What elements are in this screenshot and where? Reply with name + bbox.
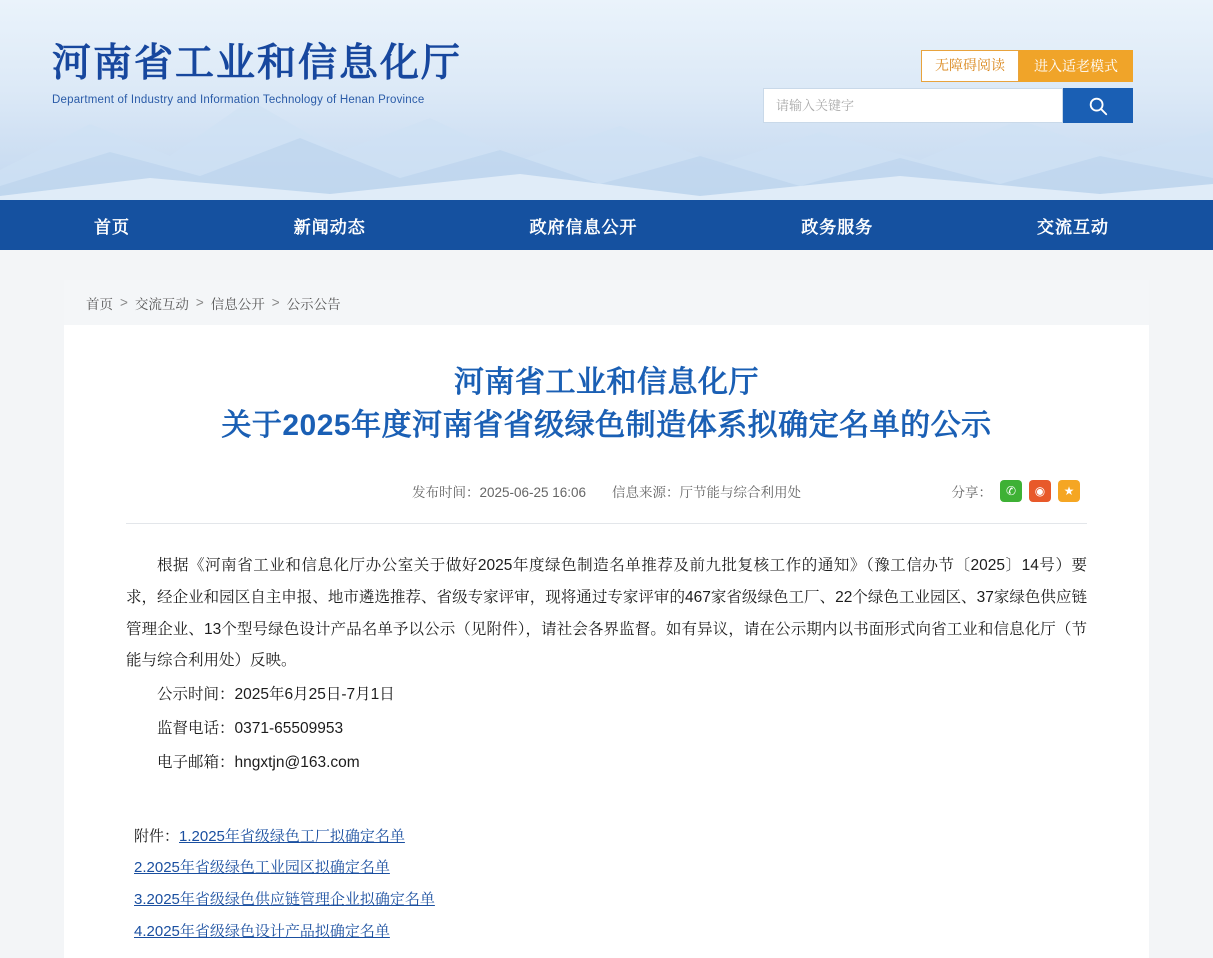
- main-navigation: [0, 200, 1213, 250]
- article-paragraph-period: 公示时间：2025年6月25日-7月1日: [157, 686, 395, 704]
- favorite-share-icon[interactable]: ★: [1058, 480, 1080, 502]
- attachment-link-2[interactable]: 2.2025年省级绿色工业园区拟确定名单: [134, 859, 390, 877]
- page-title-line1: 河南省工业和信息化厅: [454, 366, 759, 399]
- share-bar: [952, 480, 1088, 502]
- page-title-line2: 关于2025年度河南省省级绿色制造体系拟确定名单的公示: [221, 408, 992, 442]
- nav-item-interaction[interactable]: 交流互动: [1037, 217, 1109, 237]
- site-logo-en: Department of Industry and Information Technology of Henan Province: [52, 93, 425, 106]
- article: [64, 326, 1149, 958]
- breadcrumb-item-home[interactable]: 首页: [86, 296, 113, 312]
- breadcrumb-item-interaction[interactable]: 交流互动: [134, 296, 189, 312]
- breadcrumb-item-announcements[interactable]: 公示公告: [286, 296, 341, 312]
- content-container: [64, 280, 1149, 958]
- attachment-row-1: [134, 821, 1087, 853]
- info-source: [612, 481, 801, 501]
- nav-item-home[interactable]: 首页: [94, 217, 130, 237]
- breadcrumb-separator: >: [271, 295, 280, 310]
- article-paragraph-main: 根据《河南省工业和信息化厅办公室关于做好2025年度绿色制造名单推荐及前九批复核工作的通知》（豫工信办节〔2025〕14号）要求，经企业和园区自主申报、地市遴选推荐、省级专家评审，现将通过专家评审的467家省级绿色工厂、22个绿色工业园区、37家绿色供应链管理企业、13个型号绿色设计产品名单予以公示（见附件），请社会各界监督。如有异议，请在公示期内以书面形式向省工业和信息化厅（节能与综合利用处）反映。: [126, 557, 1087, 670]
- accessibility-button[interactable]: 无障碍阅读: [921, 50, 1019, 82]
- page-title: [126, 362, 1087, 447]
- elder-mode-button[interactable]: 进入适老模式: [1019, 50, 1133, 82]
- article-paragraph-phone: 监督电话：0371-65509953: [157, 720, 344, 738]
- attachment-link-4[interactable]: 4.2025年省级绿色设计产品拟确定名单: [134, 922, 390, 940]
- site-logo[interactable]: [52, 42, 462, 106]
- publish-time-value: 2025-06-25 16:06: [479, 485, 587, 501]
- attachment-row-3: [134, 884, 1087, 916]
- share-label: 分享：: [951, 485, 992, 501]
- breadcrumb-separator: >: [120, 295, 128, 310]
- page-body: [0, 250, 1213, 958]
- attachment-lead-label: 附件：: [134, 827, 180, 845]
- header-buttons: [921, 50, 1133, 82]
- breadcrumb-item-info-disclosure[interactable]: 信息公开: [210, 296, 265, 312]
- article-divider: [126, 523, 1087, 524]
- publish-time: [412, 481, 586, 501]
- attachment-row-2: [134, 852, 1087, 884]
- site-logo-cn: 河南省工业和信息化厅: [52, 42, 463, 85]
- article-body: [126, 550, 1087, 778]
- info-source-value: 厅节能与综合利用处: [679, 485, 802, 501]
- breadcrumb-separator: >: [195, 295, 204, 310]
- search-icon: [1087, 95, 1109, 117]
- publish-time-label: 发布时间：: [411, 485, 480, 501]
- search-button[interactable]: [1063, 88, 1133, 123]
- search-box: [763, 88, 1133, 123]
- breadcrumb: [64, 280, 1149, 326]
- attachment-link-3[interactable]: 3.2025年省级绿色供应链管理企业拟确定名单: [134, 891, 435, 909]
- nav-item-news[interactable]: 新闻动态: [293, 217, 366, 237]
- article-meta: [126, 481, 1087, 501]
- attachment-row-4: [134, 916, 1087, 948]
- info-source-label: 信息来源：: [612, 485, 680, 501]
- nav-item-services[interactable]: 政务服务: [801, 217, 874, 237]
- nav-item-government-info[interactable]: 政府信息公开: [529, 217, 638, 237]
- wechat-share-icon[interactable]: ✆: [1000, 480, 1022, 502]
- attachment-link-1[interactable]: 1.2025年省级绿色工厂拟确定名单: [179, 827, 405, 845]
- weibo-share-icon[interactable]: ◉: [1029, 480, 1051, 502]
- article-paragraph-email: 电子邮箱：hngxtjn@163.com: [157, 753, 360, 771]
- attachment-list: [126, 821, 1087, 948]
- site-banner: [0, 0, 1213, 200]
- search-input[interactable]: [763, 88, 1063, 123]
